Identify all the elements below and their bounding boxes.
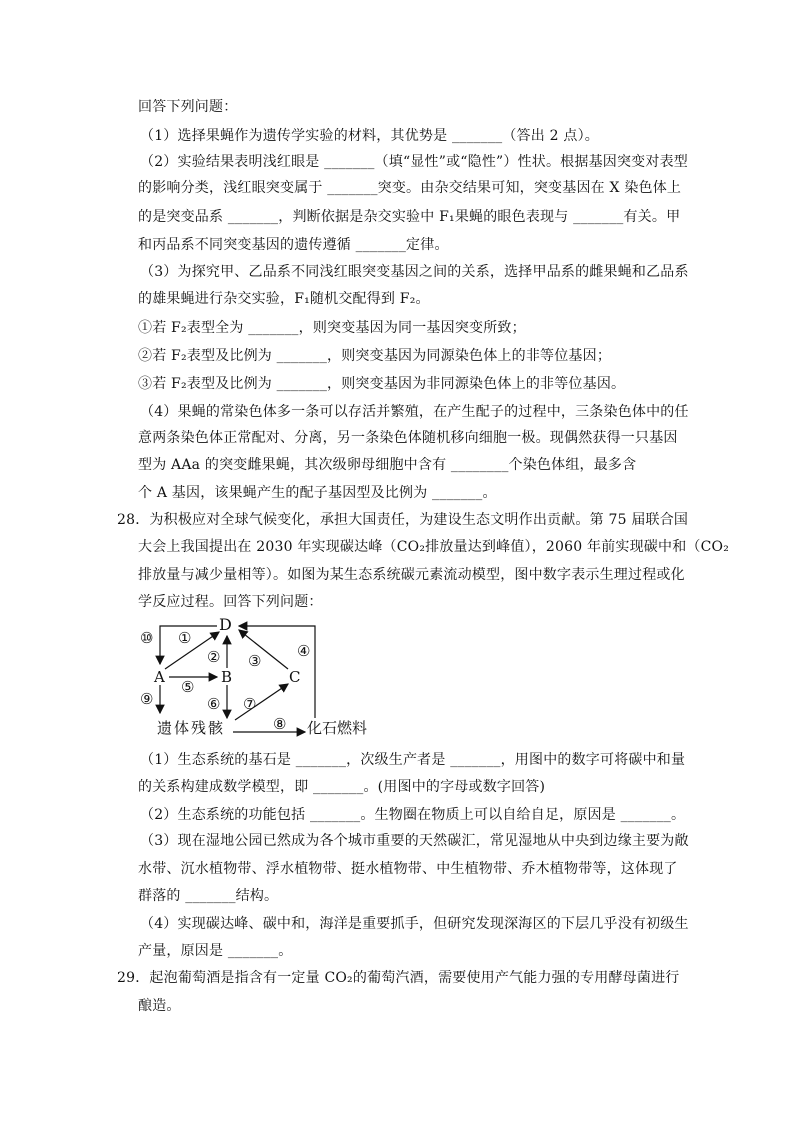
question-29-line-2: 酿造。 [138,998,181,1014]
question-28-line-4: 学反应过程。回答下列问题： [138,594,323,610]
question-27-part-2-line-2: 的影响分类，浅红眼突变属于 _______突变。由杂交结果可知，突变基因在 X 染色体上 [138,180,682,196]
question-27-part-2-line-1: （2）实验结果表明浅红眼是 _______（填“显性”或“隐性”）性状。根据基因突变对表型 [140,154,688,170]
question-28-part-4-line-2: 产量，原因是 _______。 [138,943,293,959]
question-28-part-1-line-2: 的关系构建成数学模型，即 _______。(用图中的字母或数字回答) [138,779,546,795]
question-27-part-4-line-3: 型为 AAa 的突变雌果蝇，其次级卵母细胞中含有 ________个染色体组，最多含 [138,457,637,473]
question-27-part-4-line-4: 个 A 基因，该果蝇产生的配子基因型及比例为 _______。 [138,485,497,501]
question-28-part-2: （2）生态系统的功能包括 _______。生物圈在物质上可以自给自足，原因是 _______。 [140,807,686,823]
process-4-label: ④ [297,642,311,660]
question-27-part-3-line-2: 的雄果蝇进行杂交实验，F₁随机交配得到 F₂。 [138,291,430,307]
process-6-label: ⑥ [207,695,221,713]
process-8-label: ⑧ [273,715,287,733]
process-5-label: ⑤ [181,678,195,696]
question-27-part-1: （1）选择果蝇作为遗传学实验的材料，其优势是 _______（答出 2 点）。 [140,128,599,144]
question-27-part-3-line-1: （3）为探究甲、乙品系不同浅红眼突变基因之间的关系，选择甲品系的雌果蝇和乙品系 [140,264,689,280]
arrow-c-to-d [239,630,288,669]
question-27-case-2: ②若 F₂表型及比例为 _______，则突变基因为同源染色体上的非等位基因； [138,348,612,364]
question-27-part-2-line-4: 和丙品系不同突变基因的遗传遵循 _______定律。 [138,237,449,253]
question-28-part-3-line-1: （3）现在湿地公园已然成为各个城市重要的天然碳汇，常见湿地从中央到边缘主要为敞 [140,833,689,849]
node-d: D [219,615,232,634]
question-28-part-3-line-2: 水带、沉水植物带、浮水植物带、挺水植物带、中生植物带、乔木植物带等，这体现了 [138,861,678,877]
answer-prompt: 回答下列问题： [138,99,238,115]
question-27-part-4-line-1: （4）果蝇的常染色体多一条可以存活并繁殖，在产生配子的过程中，三条染色体中的任 [140,404,689,420]
node-remains: 遗体残骸 [157,719,226,737]
process-7-label: ⑦ [243,695,257,713]
question-28-line-2: 大会上我国提出在 2030 年实现碳达峰（CO₂排放量达到峰值），2060 年前实现碳中和（CO₂ [138,539,730,555]
question-27-case-1: ①若 F₂表型全为 _______，则突变基因为同一基因突变所致； [138,320,526,336]
node-a: A [154,668,165,686]
process-2-label: ② [207,648,221,666]
question-28-part-4-line-1: （4）实现碳达峰、碳中和，海洋是重要抓手，但研究发现深海区的下层几乎没有初级生 [140,916,689,932]
process-10-label: ⑩ [140,629,154,647]
question-28-line-1: 28．为积极应对全球气候变化，承担大国责任，为建设生态文明作出贡献。第 75 届联合国 [117,512,689,528]
question-28-part-1-line-1: （1）生态系统的基石是 _______，次级生产者是 _______，用图中的数字可将碳中和量 [140,752,686,768]
question-28-part-3-line-3: 群落的 _______结构。 [138,888,279,904]
process-3-label: ③ [248,652,262,670]
question-27-part-4-line-2: 意两条染色体正常配对、分离，另一条染色体随机移向细胞一极。现偶然获得一只基因 [138,430,678,446]
process-9-label: ⑨ [140,690,154,708]
question-29-line-1: 29．起泡葡萄酒是指含有一定量 CO₂的葡萄汽酒，需要使用产气能力强的专用酵母菌进行 [117,970,680,986]
question-27-part-2-line-3: 的是突变品系 _______，判断依据是杂交实验中 F₁果蝇的眼色表现与 _______有关。甲 [138,209,681,225]
question-27-case-3: ③若 F₂表型及比例为 _______，则突变基因为非同源染色体上的非等位基因。 [138,376,626,392]
question-28-line-3: 排放量与减少量相等）。如图为某生态系统碳元素流动模型，图中数字表示生理过程或化 [138,567,685,583]
process-1-label: ① [178,629,192,647]
carbon-flow-diagram [135,614,395,744]
node-c: C [289,668,301,686]
node-b: B [221,668,233,686]
node-fossil-fuel: 化石燃料 [307,719,368,737]
